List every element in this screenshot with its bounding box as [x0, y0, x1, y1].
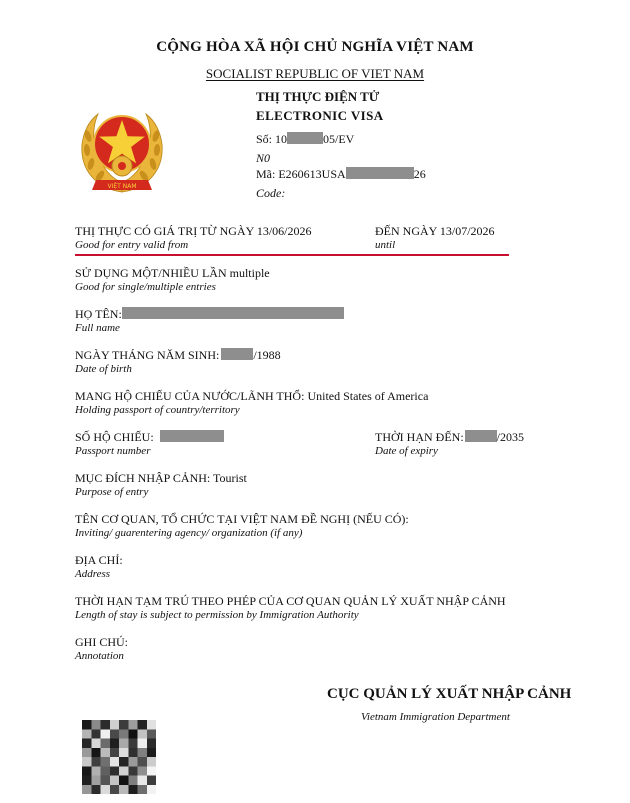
redaction-block	[122, 307, 344, 319]
visa-code-suffix: 26	[413, 167, 426, 181]
visa-number-label: Số:	[256, 132, 273, 146]
qr-cell	[128, 729, 137, 738]
qr-cell	[110, 766, 119, 775]
qr-cell	[91, 729, 100, 738]
qr-cell	[138, 729, 147, 738]
purpose-label: MỤC ĐÍCH NHẬP CẢNH:	[75, 471, 211, 485]
valid-from-label-en: Good for entry valid from	[75, 239, 189, 251]
qr-cell	[91, 748, 100, 757]
passport-number-label-en: Passport number	[75, 445, 151, 457]
qr-cell	[119, 766, 128, 775]
passport-expiry-field	[375, 430, 524, 445]
full-name-label-en: Full name	[75, 322, 120, 334]
visa-number	[256, 132, 354, 147]
qr-cell	[110, 757, 119, 766]
qr-cell	[82, 720, 91, 729]
valid-from-label: THỊ THỰC CÓ GIÁ TRỊ TỪ NGÀY 13/06/2026	[75, 224, 312, 238]
qr-cell	[138, 748, 147, 757]
qr-cell	[101, 748, 110, 757]
valid-until-label: ĐẾN NGÀY 13/07/2026	[375, 224, 495, 238]
nationality-field	[75, 389, 428, 404]
doc-title-vn: THỊ THỰC ĐIỆN TỬ	[256, 89, 380, 104]
qr-cell	[101, 776, 110, 785]
qr-cell	[147, 729, 156, 738]
qr-cell	[147, 748, 156, 757]
country-title-vn: CỘNG HÒA XÃ HỘI CHỦ NGHĨA VIỆT NAM	[156, 39, 474, 55]
qr-cell	[147, 739, 156, 748]
qr-cell	[138, 776, 147, 785]
qr-cell	[110, 720, 119, 729]
full-name-label: HỌ TÊN:	[75, 307, 122, 321]
validity-divider	[75, 254, 509, 256]
qr-cell	[119, 748, 128, 757]
qr-cell	[119, 776, 128, 785]
qr-cell	[91, 776, 100, 785]
redaction-block	[287, 132, 323, 144]
stay-label: THỜI HẠN TẠM TRÚ THEO PHÉP CỦA CƠ QUAN QUẢN LÝ XUẤT NHẬP CẢNH	[75, 594, 506, 608]
nationality-value: United States of America	[307, 389, 429, 403]
qr-cell	[110, 729, 119, 738]
passport-expiry-year: /2035	[496, 430, 524, 444]
valid-until-label-en: until	[375, 239, 396, 251]
visa-code	[256, 167, 426, 182]
visa-code-prefix: E260613USA	[278, 167, 346, 181]
agency-label: TÊN CƠ QUAN, TỔ CHỨC TẠI VIỆT NAM ĐỀ NGHỊ (NẾU CÓ):	[75, 512, 409, 526]
qr-cell	[128, 748, 137, 757]
entries-label-en: Good for single/multiple entries	[75, 281, 216, 293]
department-name-vn: CỤC QUẢN LÝ XUẤT NHẬP CẢNH	[327, 686, 572, 702]
qr-cell	[110, 776, 119, 785]
qr-code-icon	[82, 720, 156, 794]
country-title-en: SOCIALIST REPUBLIC OF VIET NAM	[205, 66, 425, 81]
qr-cell	[128, 739, 137, 748]
qr-cell	[91, 739, 100, 748]
qr-cell	[82, 739, 91, 748]
passport-number-label: SỐ HỘ CHIẾU:	[75, 430, 154, 444]
qr-cell	[91, 757, 100, 766]
visa-number-label-en: N0	[256, 151, 271, 165]
qr-cell	[110, 785, 119, 794]
qr-cell	[147, 766, 156, 775]
notes-label-en: Annotation	[75, 650, 124, 662]
qr-cell	[138, 757, 147, 766]
purpose-field	[75, 471, 247, 486]
redaction-block	[346, 167, 414, 179]
dob-label: NGÀY THÁNG NĂM SINH:	[75, 348, 220, 362]
qr-cell	[128, 720, 137, 729]
qr-cell	[91, 766, 100, 775]
dob-year: /1988	[253, 348, 281, 362]
qr-cell	[91, 720, 100, 729]
entries-label: SỬ DỤNG MỘT/NHIỀU LẦN multiple	[75, 266, 270, 280]
qr-cell	[119, 757, 128, 766]
address-label: ĐỊA CHỈ:	[75, 553, 123, 567]
dob-label-en: Date of birth	[75, 363, 132, 375]
qr-cell	[128, 757, 137, 766]
qr-cell	[101, 739, 110, 748]
qr-cell	[119, 739, 128, 748]
notes-label: GHI CHÚ:	[75, 635, 128, 649]
qr-cell	[128, 766, 137, 775]
qr-cell	[82, 776, 91, 785]
redaction-block	[465, 430, 497, 442]
qr-cell	[82, 785, 91, 794]
nationality-label: MANG HỘ CHIẾU CỦA NƯỚC/LÃNH THỔ:	[75, 389, 305, 403]
national-emblem-icon	[76, 102, 168, 198]
qr-cell	[82, 757, 91, 766]
visa-code-label: Mã:	[256, 167, 276, 181]
qr-cell	[128, 776, 137, 785]
passport-expiry-label: THỜI HẠN ĐẾN:	[375, 430, 464, 444]
agency-label-en: Inviting/ guarentering agency/ organization (if any)	[75, 527, 303, 539]
stay-label-en: Length of stay is subject to permission by Immigration Authority	[75, 609, 359, 621]
doc-title-en: ELECTRONIC VISA	[256, 108, 384, 123]
purpose-value: Tourist	[213, 471, 247, 485]
qr-cell	[147, 720, 156, 729]
passport-number-field	[75, 430, 224, 445]
redaction-block	[160, 430, 224, 442]
visa-number-suffix: 05/EV	[323, 132, 355, 146]
qr-cell	[119, 729, 128, 738]
qr-cell	[101, 757, 110, 766]
qr-cell	[147, 757, 156, 766]
emblem-ribbon-text: VIỆT NAM	[107, 183, 137, 190]
qr-cell	[147, 785, 156, 794]
qr-cell	[101, 766, 110, 775]
qr-cell	[91, 785, 100, 794]
nationality-label-en: Holding passport of country/territory	[75, 404, 240, 416]
passport-expiry-label-en: Date of expiry	[375, 445, 438, 457]
dob-field	[75, 348, 281, 363]
qr-cell	[82, 729, 91, 738]
qr-cell	[119, 785, 128, 794]
qr-cell	[138, 766, 147, 775]
purpose-label-en: Purpose of entry	[75, 486, 149, 498]
redaction-block	[221, 348, 253, 360]
qr-cell	[101, 720, 110, 729]
address-label-en: Address	[75, 568, 111, 580]
full-name-field	[75, 307, 344, 322]
qr-cell	[147, 776, 156, 785]
qr-cell	[82, 766, 91, 775]
qr-cell	[101, 729, 110, 738]
qr-cell	[119, 720, 128, 729]
qr-cell	[101, 785, 110, 794]
qr-cell	[138, 720, 147, 729]
department-name-en: Vietnam Immigration Department	[361, 711, 510, 723]
visa-code-label-en: Code:	[256, 186, 286, 200]
qr-cell	[138, 739, 147, 748]
qr-cell	[128, 785, 137, 794]
qr-cell	[110, 748, 119, 757]
qr-cell	[110, 739, 119, 748]
visa-number-prefix: 10	[275, 132, 288, 146]
qr-cell	[82, 748, 91, 757]
qr-cell	[138, 785, 147, 794]
